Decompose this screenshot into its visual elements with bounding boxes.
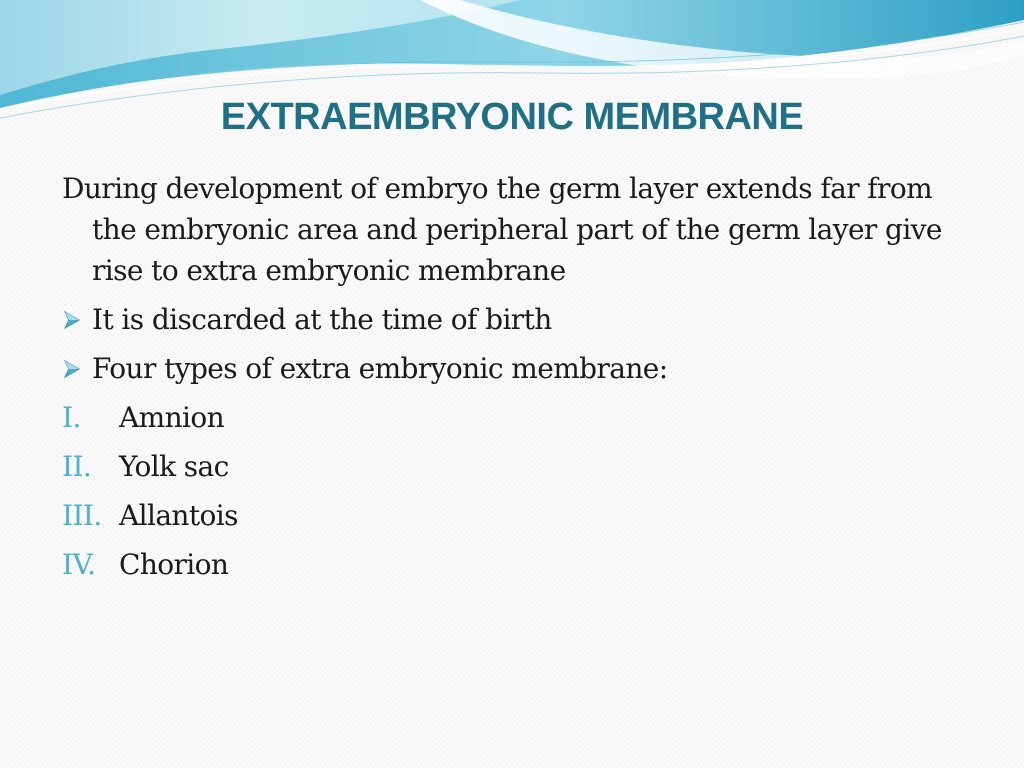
bullet-text: Four types of extra embryonic membrane: bbox=[92, 352, 668, 385]
list-item-text: Yolk sac bbox=[119, 450, 229, 483]
list-item-text: Chorion bbox=[119, 548, 229, 581]
list-item bbox=[62, 446, 962, 487]
bullet-item bbox=[62, 299, 962, 340]
arrow-bullet-icon bbox=[62, 299, 92, 340]
list-item-text: Amnion bbox=[119, 401, 225, 434]
list-item bbox=[62, 495, 962, 536]
roman-numeral: II. bbox=[62, 450, 92, 483]
roman-numeral: III. bbox=[62, 499, 102, 532]
list-item bbox=[62, 544, 962, 585]
list-item-text: Allantois bbox=[119, 499, 238, 532]
roman-numeral: IV. bbox=[62, 548, 96, 581]
slide-title: EXTRAEMBRYONIC MEMBRANE bbox=[220, 96, 804, 138]
roman-numeral: I. bbox=[62, 401, 81, 434]
bullet-text: It is discarded at the time of birth bbox=[92, 303, 552, 336]
intro-paragraph: During development of embryo the germ layer extends far from the embryonic area and peripheral part of the germ layer give rise to extra embryonic membrane bbox=[62, 172, 942, 287]
list-item bbox=[62, 397, 962, 438]
bullet-item bbox=[62, 348, 962, 389]
slide-body bbox=[62, 168, 962, 593]
arrow-bullet-icon bbox=[62, 348, 92, 389]
